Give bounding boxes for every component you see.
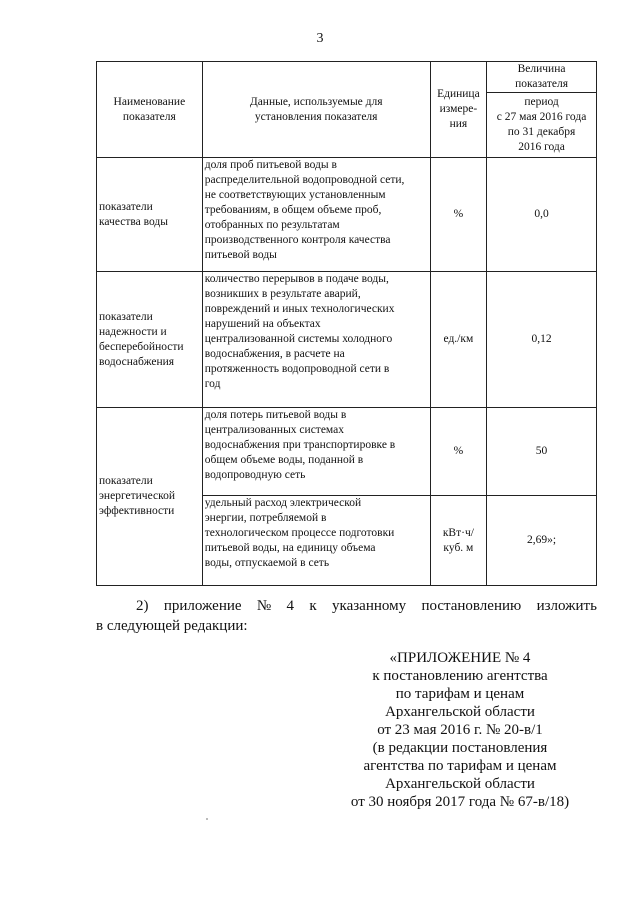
text-line: бесперебойности — [99, 340, 184, 353]
text-line: требованиям, в общем объеме проб, — [204, 204, 382, 216]
text-line: производственного контроля качества — [204, 234, 391, 246]
text-line: Наименование — [113, 95, 186, 108]
row-group-reliability — [97, 272, 203, 408]
text-line: показатели — [99, 475, 153, 487]
row-description-water-loss — [202, 408, 430, 496]
row-value-reliability: 0,12 — [487, 272, 597, 408]
row-description-quality — [202, 158, 430, 272]
text-line: с 27 мая 2016 года — [496, 111, 587, 123]
text-line: водопроводную сеть — [204, 469, 306, 481]
text-line: измере- — [439, 103, 478, 115]
page-number: 3 — [316, 31, 324, 46]
appendix-line: Архангельской области — [385, 776, 535, 792]
text-line: не соответствующих установленным — [204, 189, 386, 201]
row-description-reliability — [202, 272, 430, 408]
appendix-line: по тарифам и ценам — [395, 686, 525, 702]
scan-speck — [206, 818, 208, 820]
text-line: кВт·ч/ — [442, 526, 474, 539]
text-line: питьевой воды — [204, 249, 277, 261]
row-group-energy — [97, 408, 203, 586]
text-line: протяженность водопроводной сети в — [204, 363, 390, 375]
header-name — [97, 62, 203, 158]
row-unit-quality — [430, 158, 486, 272]
text-line: ед./км — [443, 333, 474, 345]
appendix-line: от 30 ноября 2017 года № 67-в/18) — [350, 794, 570, 810]
appendix-line: от 23 мая 2016 г. № 20-в/1 — [377, 722, 543, 738]
text-line: технологическом процессе подготовки — [204, 527, 395, 539]
row-description-electricity — [202, 496, 430, 586]
appendix-line: (в редакции постановления — [372, 740, 548, 756]
row-value-quality: 0,0 — [487, 158, 597, 272]
text-line: % — [453, 445, 464, 457]
row-group-quality — [97, 158, 203, 272]
amendment-paragraph — [96, 596, 597, 636]
text-line: удельный расход электрической — [204, 497, 362, 509]
text-line: куб. м — [443, 541, 474, 554]
row-unit-electricity — [430, 496, 486, 586]
row-unit-water-loss — [430, 408, 486, 496]
paragraph-word: изложить — [536, 598, 597, 614]
text-line: качества воды — [99, 215, 168, 228]
text-line: общем объеме воды, поданной в — [204, 454, 364, 466]
text-line: энергии, потребляемой в — [204, 512, 327, 524]
row-value-water-loss: 50 — [487, 408, 597, 496]
text-line: Величина — [517, 63, 566, 75]
text-line: нарушений на объектах — [204, 318, 321, 330]
text-line: Единица — [437, 88, 480, 100]
paragraph-first-line — [96, 596, 597, 616]
text-line: ния — [449, 118, 468, 130]
text-line: водоснабжения — [99, 355, 175, 368]
header-data — [202, 62, 430, 158]
header-period — [487, 93, 597, 158]
text-line: доля потерь питьевой воды в — [204, 409, 347, 421]
text-line: период — [524, 96, 559, 108]
text-line: доля проб питьевой воды в — [204, 159, 337, 171]
text-line: год — [204, 378, 221, 390]
text-line: воды, отпускаемой в сеть — [204, 557, 330, 569]
paragraph-word: № — [256, 598, 272, 614]
paragraph-second-line: в следующей редакции: — [96, 618, 248, 634]
paragraph-word: приложение — [163, 598, 242, 614]
text-line: % — [453, 208, 464, 220]
text-line: централизованной системы холодного — [204, 333, 393, 345]
text-line: показателя — [515, 78, 569, 90]
appendix-heading — [340, 649, 580, 811]
text-line: надежности и — [99, 325, 167, 338]
text-line: показатели — [99, 310, 153, 323]
header-unit — [430, 62, 486, 158]
text-line: установления показателя — [254, 110, 378, 123]
text-line: Данные, используемые для — [249, 95, 383, 108]
paragraph-word: 2) — [136, 598, 149, 614]
paragraph-word: указанному — [332, 598, 407, 614]
row-value-electricity: 2,69»; — [487, 496, 597, 586]
appendix-line: «ПРИЛОЖЕНИЕ № 4 — [389, 650, 531, 666]
text-line: показателя — [122, 110, 176, 123]
text-line: водоснабжения, в расчете на — [204, 348, 345, 360]
appendix-line: Архангельской области — [385, 704, 535, 720]
paragraph-word: 4 — [286, 598, 295, 614]
text-line: эффективности — [99, 505, 175, 517]
text-line: по 31 декабря — [507, 126, 576, 138]
text-line: распределительной водопроводной сети, — [204, 174, 405, 186]
paragraph-word: постановлению — [421, 598, 522, 614]
text-line: питьевой воды, на единицу объема — [204, 542, 376, 554]
appendix-line: к постановлению агентства — [372, 668, 548, 684]
text-line: централизованных системах — [204, 424, 344, 436]
text-line: количество перерывов в подаче воды, — [204, 273, 389, 285]
paragraph-word: к — [309, 598, 317, 614]
appendix-line: агентства по тарифам и ценам — [363, 758, 557, 774]
indicators-table — [96, 61, 597, 586]
text-line: повреждений и иных технологических — [204, 303, 395, 315]
text-line: отобранных по результатам — [204, 219, 340, 231]
header-value — [487, 62, 597, 93]
text-line: энергетической — [99, 490, 175, 502]
row-unit-reliability — [430, 272, 486, 408]
text-line: возникших в результате аварий, — [204, 288, 361, 300]
text-line: водоснабжения при транспортировке в — [204, 439, 396, 451]
text-line: 2016 года — [518, 141, 565, 153]
text-line: показатели — [99, 200, 153, 213]
